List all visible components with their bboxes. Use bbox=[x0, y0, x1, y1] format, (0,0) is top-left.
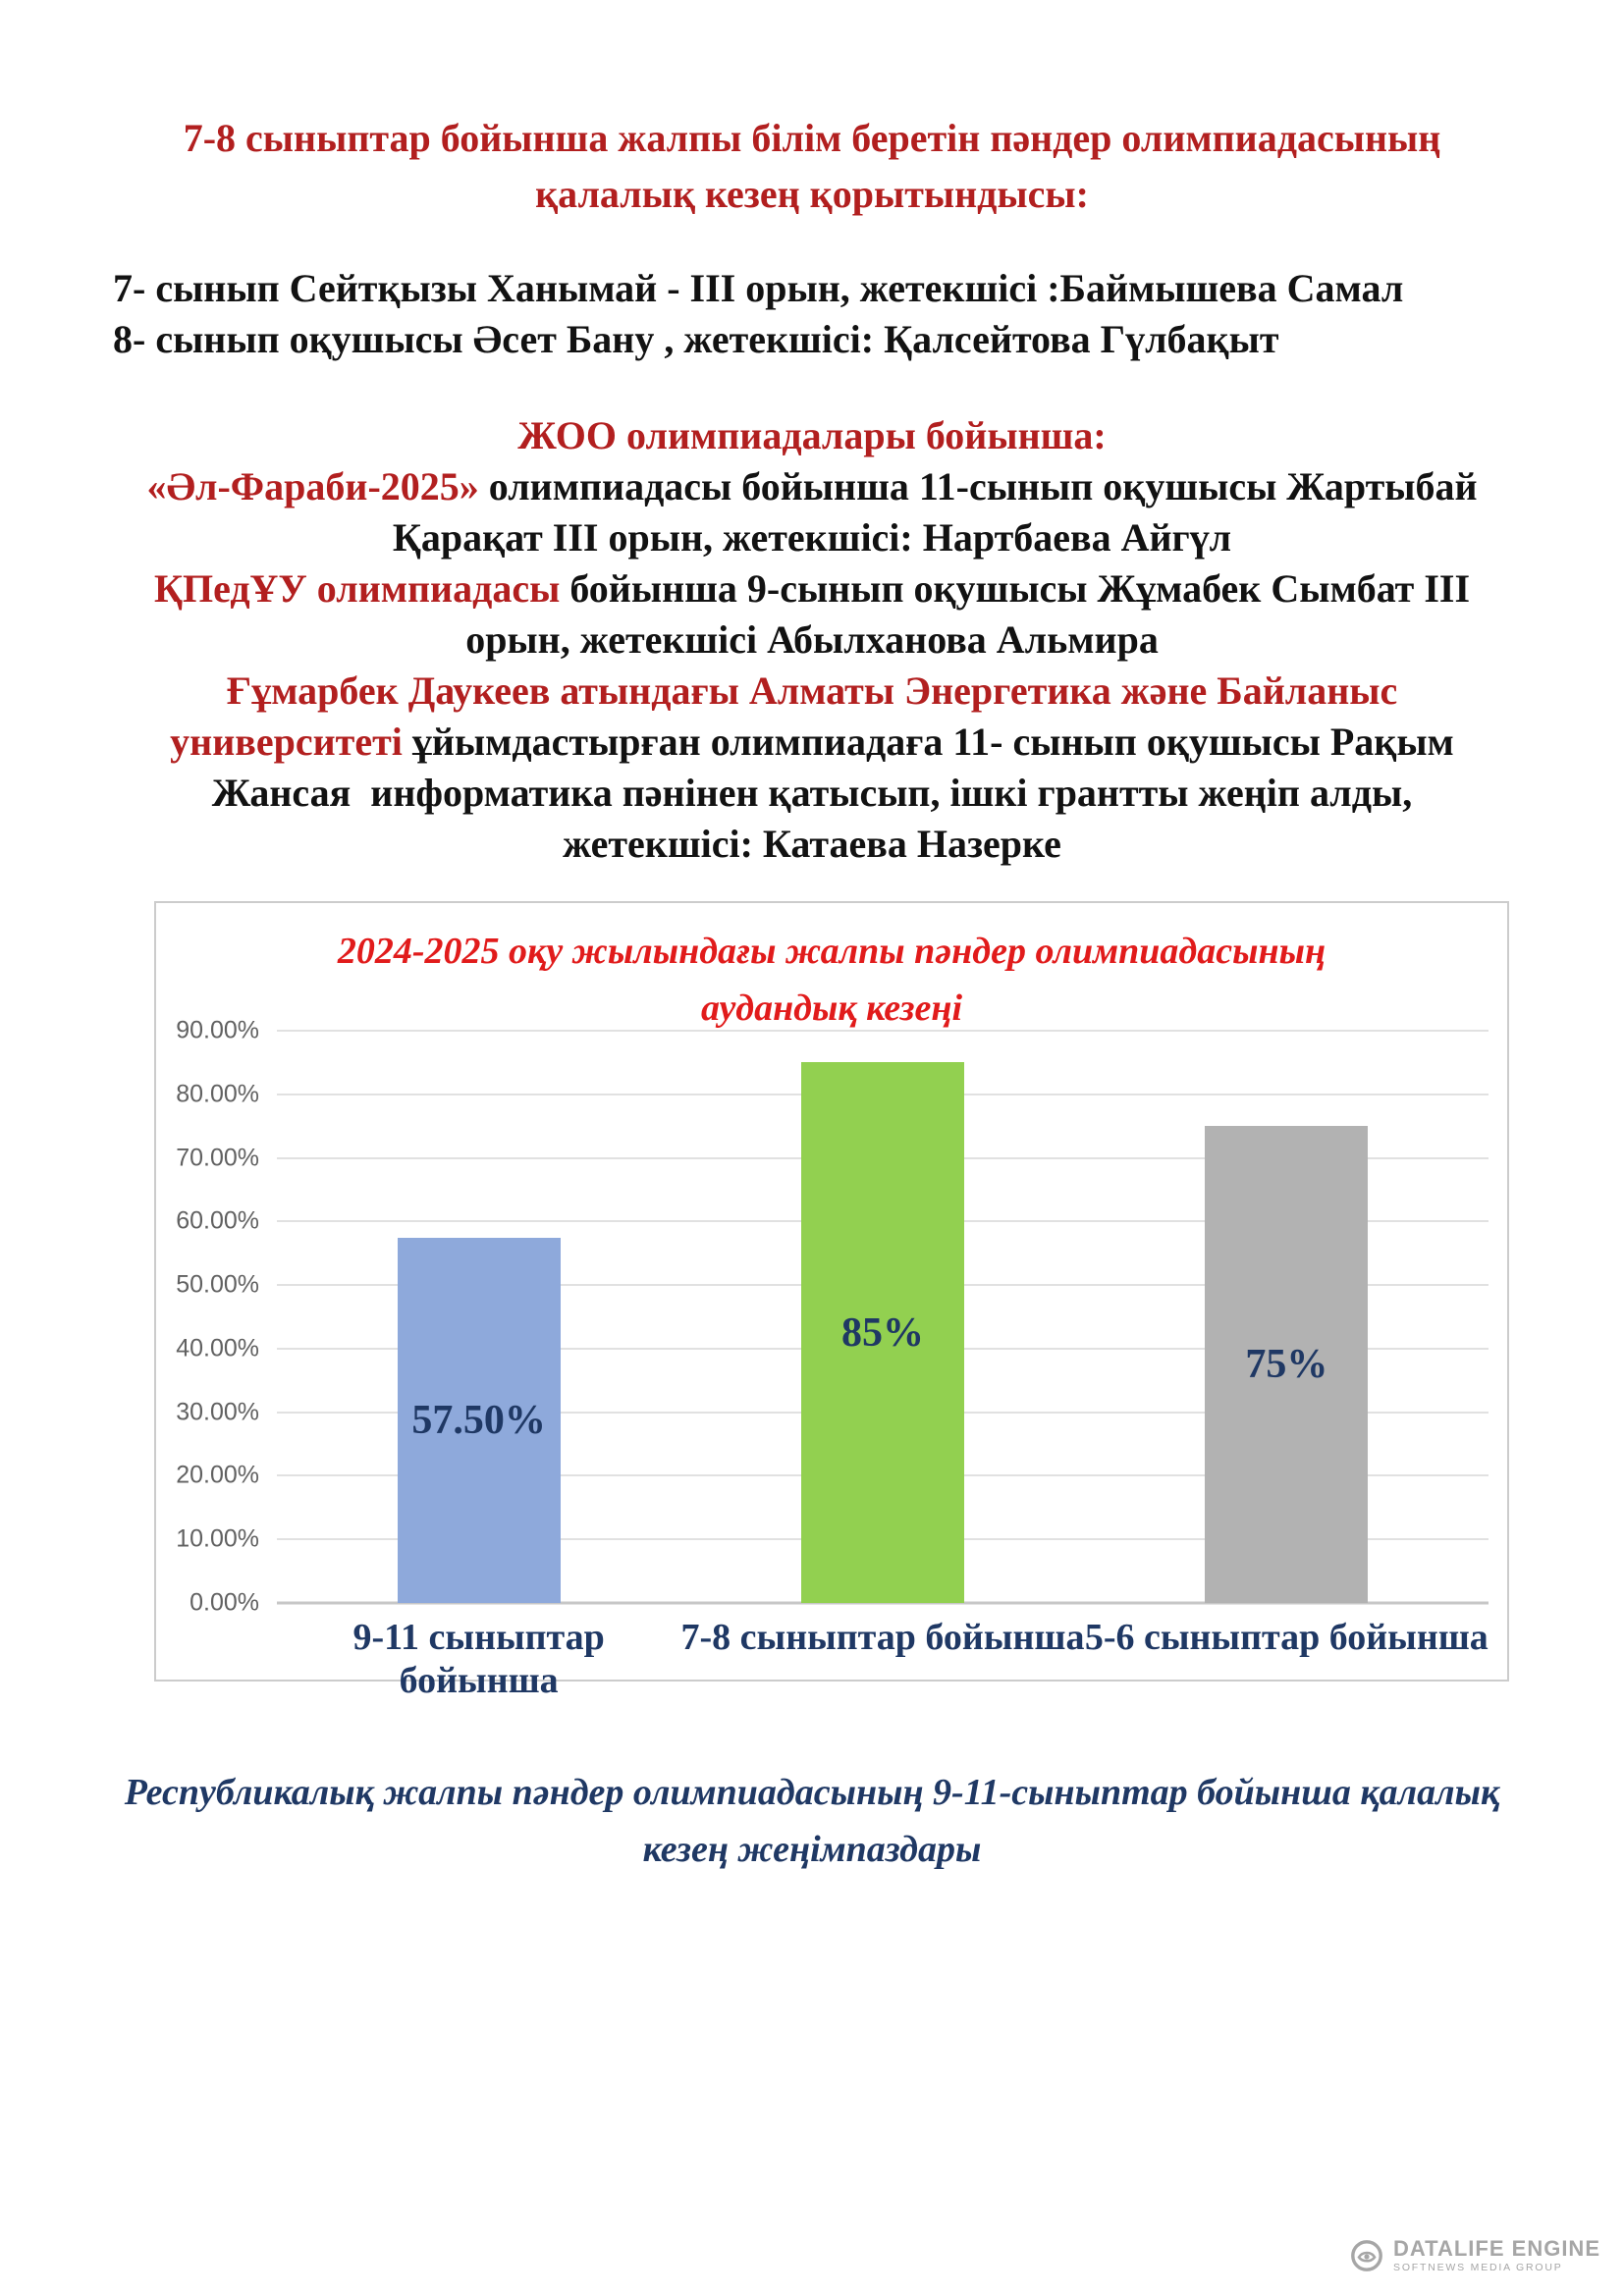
x-axis-category-label: 5-6 сыныптар бойынша bbox=[1084, 1617, 1489, 1658]
document-text-block bbox=[113, 110, 1511, 870]
watermark-brand: DATALIFE ENGINE bbox=[1393, 2236, 1600, 2262]
plot-area bbox=[176, 1016, 1489, 1617]
y-axis-tick-label: 70.00% bbox=[176, 1144, 259, 1172]
bar-2 bbox=[801, 1062, 964, 1603]
y-axis-tick-label: 60.00% bbox=[176, 1206, 259, 1235]
kpedu-paragraph bbox=[113, 563, 1511, 666]
watermark-text bbox=[1393, 2238, 1600, 2273]
results-7-8-section bbox=[113, 263, 1511, 365]
document-heading: 7-8 сыныптар бойынша жалпы білім беретін пәндер олимпиадасының қалалық кезең қорытындысы: bbox=[183, 116, 1441, 216]
y-axis-tick-label: 80.00% bbox=[176, 1080, 259, 1108]
bar-value-label: 85% bbox=[841, 1309, 924, 1356]
bar-3 bbox=[1205, 1126, 1368, 1603]
daukeev-highlight: Ғұмарбек Даукеев атындағы Алматы Энергетика және Байланыс университеті bbox=[170, 668, 1408, 764]
x-axis-category-label: 9-11 сыныптар бойынша bbox=[352, 1617, 605, 1701]
y-axis-tick-label: 10.00% bbox=[176, 1524, 259, 1553]
result-line-grade8: 8- сынып оқушысы Әсет Бану , жетекшісі: Қалсейтова Гүлбақыт bbox=[113, 317, 1279, 361]
gridline bbox=[277, 1030, 1489, 1032]
farabi-paragraph bbox=[113, 461, 1511, 563]
bar-value-label: 75% bbox=[1245, 1342, 1328, 1388]
x-axis-labels bbox=[277, 1616, 1489, 1702]
y-axis-tick-label: 50.00% bbox=[176, 1270, 259, 1299]
y-axis-tick-label: 20.00% bbox=[176, 1461, 259, 1489]
footer-note: Республикалық жалпы пәндер олимпиадасының 9-11-сыныптар бойынша қалалық кезең жеңімпаздары bbox=[124, 1772, 1500, 1870]
daukeev-text: ұйымдастырған олимпиадаға 11- сынып оқушысы Рақым Жансая информатика пәнінен қатысып, ішкі грантты жеңіп алды, жетекшісі: Катаева Назерке bbox=[211, 720, 1464, 866]
result-line-grade7: 7- сынып Сейтқызы Ханымай - III орын, жетекшісі :Баймышева Самал bbox=[113, 266, 1404, 310]
farabi-text: олимпиадасы бойынша 11-сынып оқушысы Жартыбай Қарақат III орын, жетекшісі: Нартбаева Айгүл bbox=[392, 464, 1488, 560]
chart-title: 2024-2025 оқу жылындағы жалпы пәндер олимпиадасының аудандық кезеңі bbox=[337, 931, 1326, 1029]
bar-chart-figure bbox=[154, 901, 1509, 1701]
daukeev-paragraph bbox=[113, 666, 1511, 870]
kpedu-text: бойынша 9-сынып оқушысы Жұмабек Сымбат III орын, жетекшісі Абылханова Альмира bbox=[465, 566, 1481, 662]
y-axis-tick-label: 30.00% bbox=[176, 1398, 259, 1426]
datalife-engine-watermark bbox=[1349, 2238, 1600, 2273]
y-axis-tick-label: 0.00% bbox=[189, 1588, 259, 1617]
kpedu-highlight: ҚПедҰУ олимпиадасы bbox=[153, 566, 561, 611]
y-axis-tick-label: 40.00% bbox=[176, 1334, 259, 1362]
watermark-tagline: SOFTNEWS MEDIA GROUP bbox=[1393, 2262, 1563, 2274]
eye-in-circle-icon bbox=[1349, 2238, 1384, 2273]
zhoo-section-heading: ЖОО олимпиадалары бойынша: bbox=[517, 413, 1107, 457]
farabi-highlight: «Әл-Фараби-2025» bbox=[146, 464, 479, 508]
x-axis-category-label: 7-8 сыныптар бойынша bbox=[680, 1617, 1085, 1658]
bar-value-label: 57.50% bbox=[411, 1397, 546, 1443]
y-axis-tick-label: 90.00% bbox=[176, 1016, 259, 1044]
bar-1 bbox=[398, 1238, 561, 1603]
